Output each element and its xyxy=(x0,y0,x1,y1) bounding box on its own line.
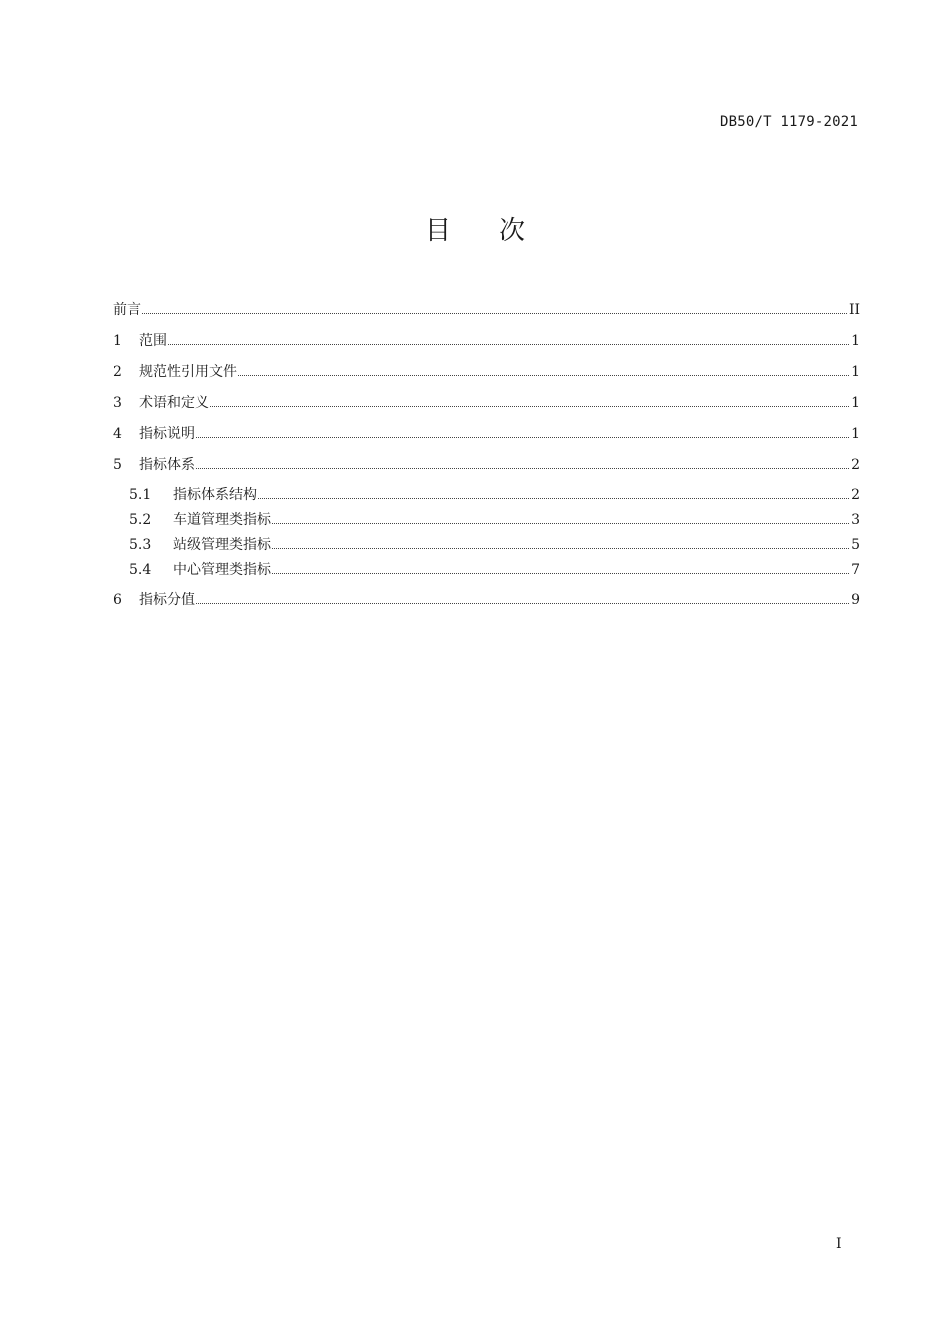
toc-leader-dots xyxy=(272,572,849,574)
toc-entry-number: 3 xyxy=(113,395,122,411)
page-number: I xyxy=(836,1236,842,1252)
toc-leader-dots xyxy=(168,343,849,345)
toc-entry-label: 范围 xyxy=(139,333,167,349)
toc-entry-page: 1 xyxy=(851,395,860,411)
toc-entry-5-1[interactable] xyxy=(113,485,860,505)
toc-entry-page: 1 xyxy=(851,426,860,442)
toc-entry-label: 前言 xyxy=(113,302,141,318)
toc-entry-number: 5 xyxy=(113,457,122,473)
toc-entry-number: 1 xyxy=(113,333,122,349)
toc-entry-1[interactable] xyxy=(113,331,860,351)
toc-entry-page: 5 xyxy=(851,537,860,553)
title-char-1: 目 xyxy=(424,216,451,246)
toc-leader-dots xyxy=(196,436,849,438)
table-of-contents xyxy=(113,300,860,621)
toc-leader-dots xyxy=(258,497,849,499)
toc-entry-number: 5.3 xyxy=(129,537,152,553)
toc-entry-number: 5.2 xyxy=(129,512,152,528)
toc-entry-6[interactable] xyxy=(113,590,860,610)
toc-entry-foreword[interactable] xyxy=(113,300,860,320)
toc-entry-page: 7 xyxy=(851,562,860,578)
toc-entry-label: 术语和定义 xyxy=(139,395,209,411)
toc-entry-label: 规范性引用文件 xyxy=(139,364,237,380)
toc-entry-4[interactable] xyxy=(113,424,860,444)
toc-leader-dots xyxy=(196,602,849,604)
toc-entry-5-3[interactable] xyxy=(113,535,860,555)
toc-entry-5[interactable] xyxy=(113,455,860,475)
toc-entry-page: 1 xyxy=(851,333,860,349)
toc-entry-5-4[interactable] xyxy=(113,560,860,580)
toc-entry-page: 2 xyxy=(851,487,860,503)
toc-entry-number: 6 xyxy=(113,592,122,608)
toc-entry-label: 中心管理类指标 xyxy=(173,562,271,578)
toc-entry-page: 1 xyxy=(851,364,860,380)
toc-entry-page: 9 xyxy=(851,592,860,608)
document-code: DB50/T 1179-2021 xyxy=(719,114,858,130)
toc-entry-label: 指标体系结构 xyxy=(173,487,257,503)
toc-entry-number: 2 xyxy=(113,364,122,380)
toc-leader-dots xyxy=(210,405,849,407)
toc-entry-page: II xyxy=(848,302,860,318)
toc-entry-label: 指标说明 xyxy=(139,426,195,442)
toc-leader-dots xyxy=(142,312,847,314)
toc-leader-dots xyxy=(272,522,849,524)
toc-leader-dots xyxy=(272,547,849,549)
toc-entry-label: 站级管理类指标 xyxy=(173,537,271,553)
toc-leader-dots xyxy=(238,374,849,376)
toc-entry-3[interactable] xyxy=(113,393,860,413)
page-title xyxy=(0,210,950,247)
toc-entry-label: 指标分值 xyxy=(139,592,195,608)
toc-entry-label: 指标体系 xyxy=(139,457,195,473)
toc-entry-number: 4 xyxy=(113,426,122,442)
toc-entry-2[interactable] xyxy=(113,362,860,382)
toc-entry-5-2[interactable] xyxy=(113,510,860,530)
toc-entry-number: 5.4 xyxy=(129,562,152,578)
toc-entry-number: 5.1 xyxy=(129,487,152,503)
toc-leader-dots xyxy=(196,467,849,469)
title-char-2: 次 xyxy=(499,216,526,246)
toc-entry-label: 车道管理类指标 xyxy=(173,512,271,528)
toc-entry-page: 2 xyxy=(851,457,860,473)
toc-entry-page: 3 xyxy=(851,512,860,528)
